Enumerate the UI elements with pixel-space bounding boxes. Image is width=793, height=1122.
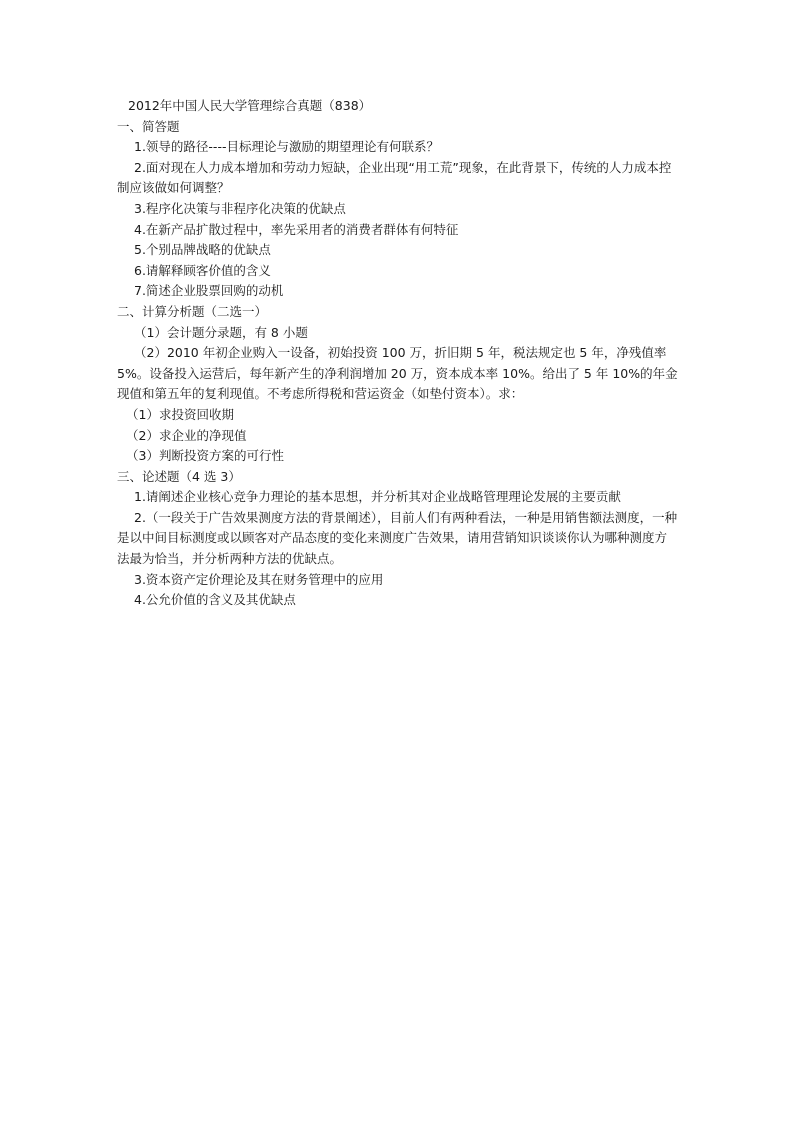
question-text: （1）会计题分录题，有 8 小题 bbox=[134, 324, 308, 340]
section-heading-calculation: 二、计算分析题（二选一） bbox=[117, 303, 268, 319]
question-text: 4.在新产品扩散过程中，率先采用者的消费者群体有何特征 bbox=[134, 221, 459, 237]
question-text: 4.公允价值的含义及其优缺点 bbox=[134, 592, 296, 608]
question-text: 5.个别品牌战略的优缺点 bbox=[134, 242, 271, 258]
page-title: 2012年中国人民大学管理综合真题（838） bbox=[128, 98, 372, 113]
question-text: 3.资本资产定价理论及其在财务管理中的应用 bbox=[134, 571, 384, 587]
document-body bbox=[117, 96, 679, 611]
question-text: 2.（一段关于广告效果测度方法的背景阐述），目前人们有两种看法，一种是用销售额法测度，一种是以中间目标测度或以顾客对产品态度的变化来测度广告效果，请用营销知识谈谈你认为哪种测度方法最为恰当，并分析两种方法的优缺点。 bbox=[117, 509, 678, 567]
question-text: 1.请阐述企业核心竞争力理论的基本思想，并分析其对企业战略管理理论发展的主要贡献 bbox=[134, 489, 621, 505]
question-text: 2.面对现在人力成本增加和劳动力短缺，企业出现“用工荒”现象，在此背景下，传统的人力成本控制应该做如何调整？ bbox=[117, 159, 672, 196]
question-text: 6.请解释顾客价值的含义 bbox=[134, 262, 271, 278]
question-text: 7.简述企业股票回购的动机 bbox=[134, 283, 284, 299]
question-text: （2）2010 年初企业购入一设备，初始投资 100 万，折旧期 5 年，税法规定也 5 年，净残值率 5%。设备投入运营后，每年新产生的净利润增加 20 万，资本成本率 10%。给出了 5 年 10%的年金现值和第五年的复利现值。不考虑所得税和营运资金（如垫付资本）。求： bbox=[117, 345, 678, 402]
section-heading-essay: 三、论述题（4 选 3） bbox=[117, 468, 241, 484]
sub-question-text: （1）求投资回收期 bbox=[126, 406, 234, 422]
question-text: 1.领导的路径----目标理论与激励的期望理论有何联系？ bbox=[134, 139, 439, 155]
sub-question-text: （2）求企业的净现值 bbox=[126, 427, 247, 443]
sub-question-text: （3）判断投资方案的可行性 bbox=[126, 448, 284, 464]
question-text: 3.程序化决策与非程序化决策的优缺点 bbox=[134, 200, 346, 216]
section-heading-short-answer: 一、简答题 bbox=[117, 118, 180, 134]
